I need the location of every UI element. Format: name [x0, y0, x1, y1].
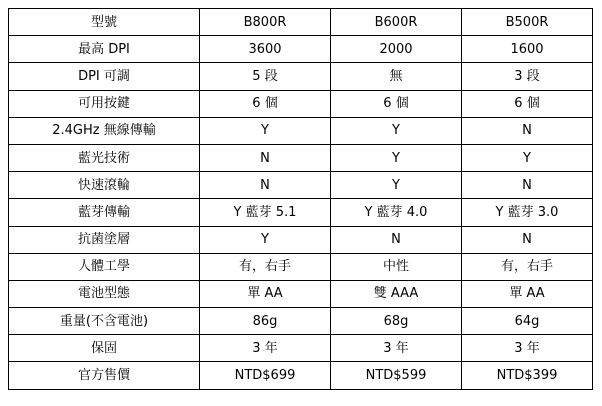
- row-label: 官方售價: [9, 362, 200, 389]
- table-cell: N: [462, 226, 593, 253]
- table-row-dpi-adjust: [9, 63, 593, 90]
- table-row-bluetooth: [9, 199, 593, 226]
- mouse-spec-comparison-table: [8, 8, 593, 390]
- table-cell: Y: [462, 144, 593, 171]
- table-cell: 雙 AAA: [331, 280, 462, 307]
- table-cell: 86g: [200, 308, 331, 335]
- table-cell: 3 年: [462, 335, 593, 362]
- table-cell: Y: [200, 117, 331, 144]
- table-cell: 有，右手: [200, 253, 331, 280]
- row-label: 重量(不含電池): [9, 308, 200, 335]
- table-cell: 1600: [462, 36, 593, 63]
- table-cell: 單 AA: [200, 280, 331, 307]
- table-row-price: [9, 362, 593, 389]
- table-cell: N: [200, 144, 331, 171]
- table-cell: Y 藍芽 5.1: [200, 199, 331, 226]
- table-cell: 無: [331, 63, 462, 90]
- table-cell: Y: [331, 144, 462, 171]
- table-cell: N: [200, 172, 331, 199]
- table-row-buttons: [9, 90, 593, 117]
- header-cell-model-label: 型號: [9, 9, 200, 36]
- row-label: 最高 DPI: [9, 36, 200, 63]
- table-row-battery: [9, 280, 593, 307]
- table-cell: 68g: [331, 308, 462, 335]
- table-cell: 中性: [331, 253, 462, 280]
- row-label: 可用按鍵: [9, 90, 200, 117]
- table-cell: 6 個: [200, 90, 331, 117]
- table-cell: NTD$699: [200, 362, 331, 389]
- table-row-blue-light: [9, 144, 593, 171]
- row-label: 抗菌塗層: [9, 226, 200, 253]
- table-cell: Y 藍芽 4.0: [331, 199, 462, 226]
- table-cell: N: [331, 226, 462, 253]
- row-label: 2.4GHz 無線傳輸: [9, 117, 200, 144]
- header-cell-b600r: B600R: [331, 9, 462, 36]
- row-label: 保固: [9, 335, 200, 362]
- table-cell: 3600: [200, 36, 331, 63]
- table-cell: NTD$599: [331, 362, 462, 389]
- table-cell: 2000: [331, 36, 462, 63]
- table-cell: Y 藍芽 3.0: [462, 199, 593, 226]
- table-cell: 6 個: [462, 90, 593, 117]
- table-cell: 64g: [462, 308, 593, 335]
- table-cell: 單 AA: [462, 280, 593, 307]
- table-cell: 有，右手: [462, 253, 593, 280]
- table-cell: Y: [331, 117, 462, 144]
- table-row-weight: [9, 308, 593, 335]
- row-label: 藍光技術: [9, 144, 200, 171]
- table-cell: N: [462, 172, 593, 199]
- table-row-fast-scroll: [9, 172, 593, 199]
- table-cell: 3 年: [331, 335, 462, 362]
- table-row-max-dpi: [9, 36, 593, 63]
- table-row-warranty: [9, 335, 593, 362]
- table-row-antibacterial: [9, 226, 593, 253]
- row-label: DPI 可調: [9, 63, 200, 90]
- table-cell: N: [462, 117, 593, 144]
- table-cell: 5 段: [200, 63, 331, 90]
- table-header-row: [9, 9, 593, 36]
- table-cell: 3 年: [200, 335, 331, 362]
- table-cell: Y: [331, 172, 462, 199]
- row-label: 人體工學: [9, 253, 200, 280]
- row-label: 電池型態: [9, 280, 200, 307]
- table-row-wireless: [9, 117, 593, 144]
- table-cell: Y: [200, 226, 331, 253]
- table-cell: NTD$399: [462, 362, 593, 389]
- row-label: 快速滾輪: [9, 172, 200, 199]
- table-cell: 6 個: [331, 90, 462, 117]
- row-label: 藍芽傳輸: [9, 199, 200, 226]
- table-cell: 3 段: [462, 63, 593, 90]
- table-row-ergonomics: [9, 253, 593, 280]
- header-cell-b800r: B800R: [200, 9, 331, 36]
- header-cell-b500r: B500R: [462, 9, 593, 36]
